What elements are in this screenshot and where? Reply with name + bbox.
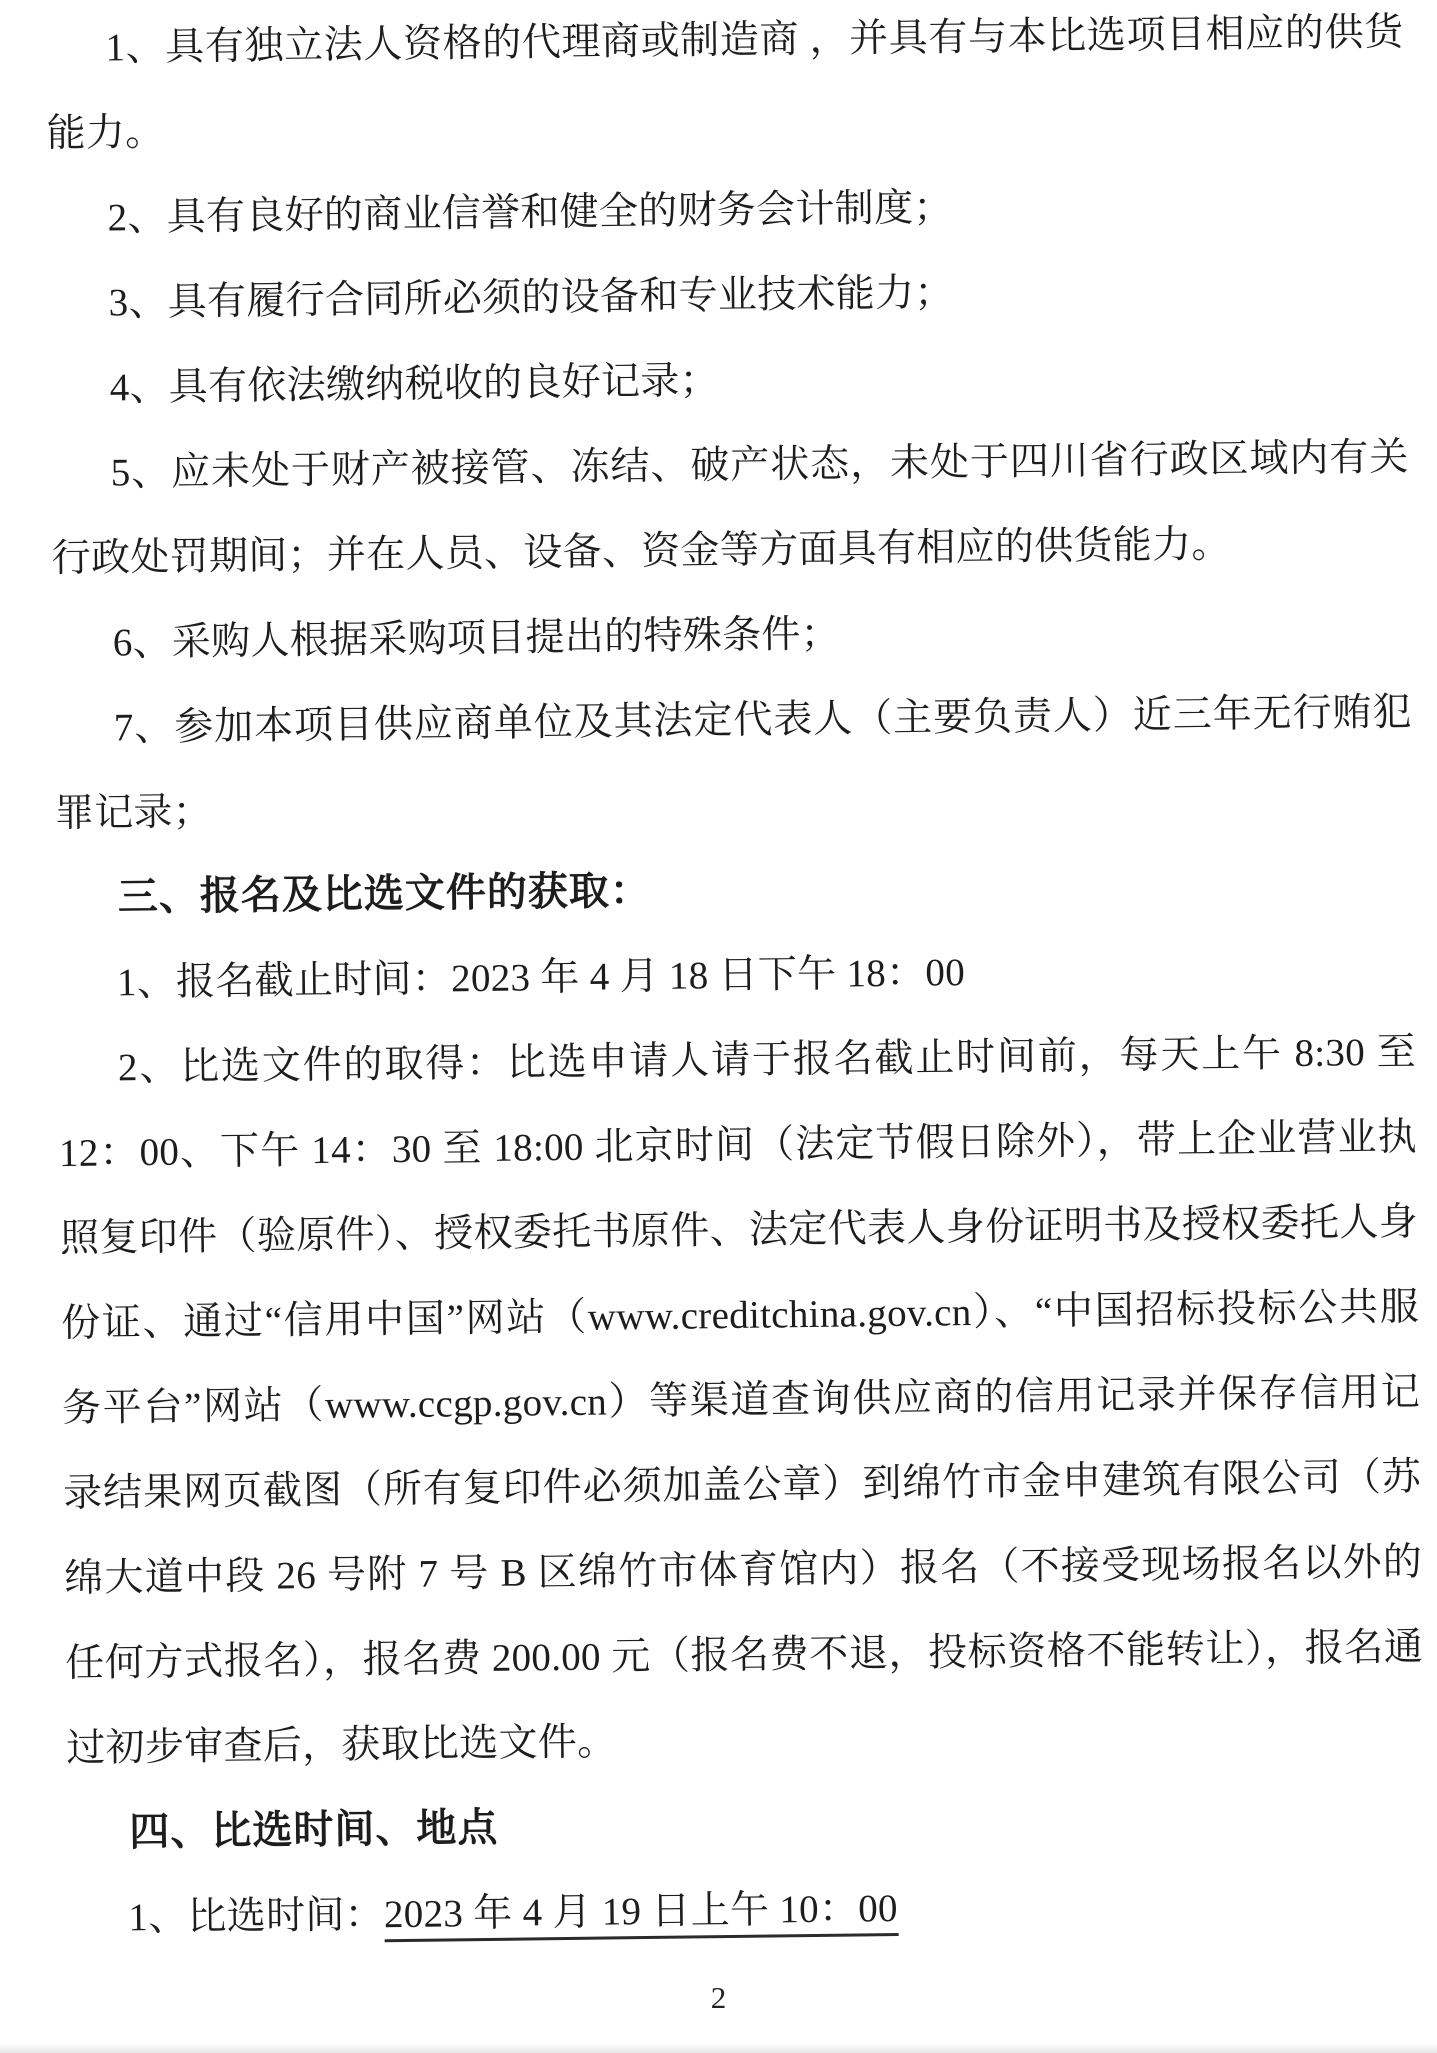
text-run: 四、比选时间、地点 (129, 1805, 499, 1855)
paragraph (53, 670, 1413, 857)
text-run: 1、报名截止时间：2023 年 4 月 18 日下午 18：00 (116, 951, 966, 1005)
scan-bottom-edge-shadow (0, 2043, 1437, 2053)
paragraph (56, 925, 1415, 1027)
paragraph (48, 245, 1407, 347)
paragraph (68, 1860, 1427, 1962)
text-run: 5、应未处于财产被接管、冻结、破产状态，未处于四川省行政区域内有关行政处罚期间；并在人员、设备、资金等方面具有相应的供货能力。 (51, 435, 1409, 581)
paragraph (47, 160, 1406, 262)
paragraph (50, 415, 1410, 602)
paragraph (52, 585, 1411, 687)
text-run: 1、具有独立法人资格的代理商或制造商 ，并具有与本比选项目相应的供货能力。 (46, 10, 1404, 156)
section-heading (67, 1775, 1426, 1877)
document-content (45, 0, 1427, 1961)
paragraph (57, 1010, 1424, 1792)
text-run: 7、参加本项目供应商单位及其法定代表人（主要负责人）近三年无行贿犯罪记录； (54, 690, 1412, 836)
paragraph (49, 330, 1408, 432)
underlined-text-run: 2023 年 4 月 19 日上午 10：00 (384, 1887, 898, 1942)
text-run: 6、采购人根据采购项目提出的特殊条件； (112, 612, 841, 665)
text-run: 1、比选时间： (128, 1893, 385, 1940)
page-number: 2 (710, 1980, 727, 2015)
text-run: 2、具有良好的商业信誉和健全的财务会计制度； (107, 186, 953, 240)
text-run: 2、比选文件的取得：比选申请人请于报名截止时间前，每天上午 8:30 至 12：00、下午 14：30 至 18:00 北京时间（法定节假日除外），带上企业营业执照复印件（验原件）、授权委托书原件、法定代表人身份证明书及授权委托人身份证、通过“信用中国”网站（www.creditchina.gov.cn）、“中国招标投标公共服务平台”网站（www.ccgp.gov.cn）等渠道查询供应商的信用记录并保存信用记录结果网页截图（所有复印件必须加盖公章）到绵竹市金申建筑有限公司（苏绵大道中段 26 号附 7 号 B 区绵竹市体育馆内）报名（不接受现场报名以外的任何方式报名），报名费 200.00 元（报名费不退，投标资格不能转让），报名通过初步审查后，获取比选文件。 (58, 1030, 1424, 1771)
text-run: 三、报名及比选文件的获取： (117, 868, 652, 920)
paragraph (45, 0, 1405, 176)
text-run: 4、具有依法缴纳税收的良好记录； (109, 359, 720, 410)
text-run: 3、具有履行合同所必须的设备和专业技术能力； (108, 271, 954, 325)
section-heading (55, 840, 1414, 942)
